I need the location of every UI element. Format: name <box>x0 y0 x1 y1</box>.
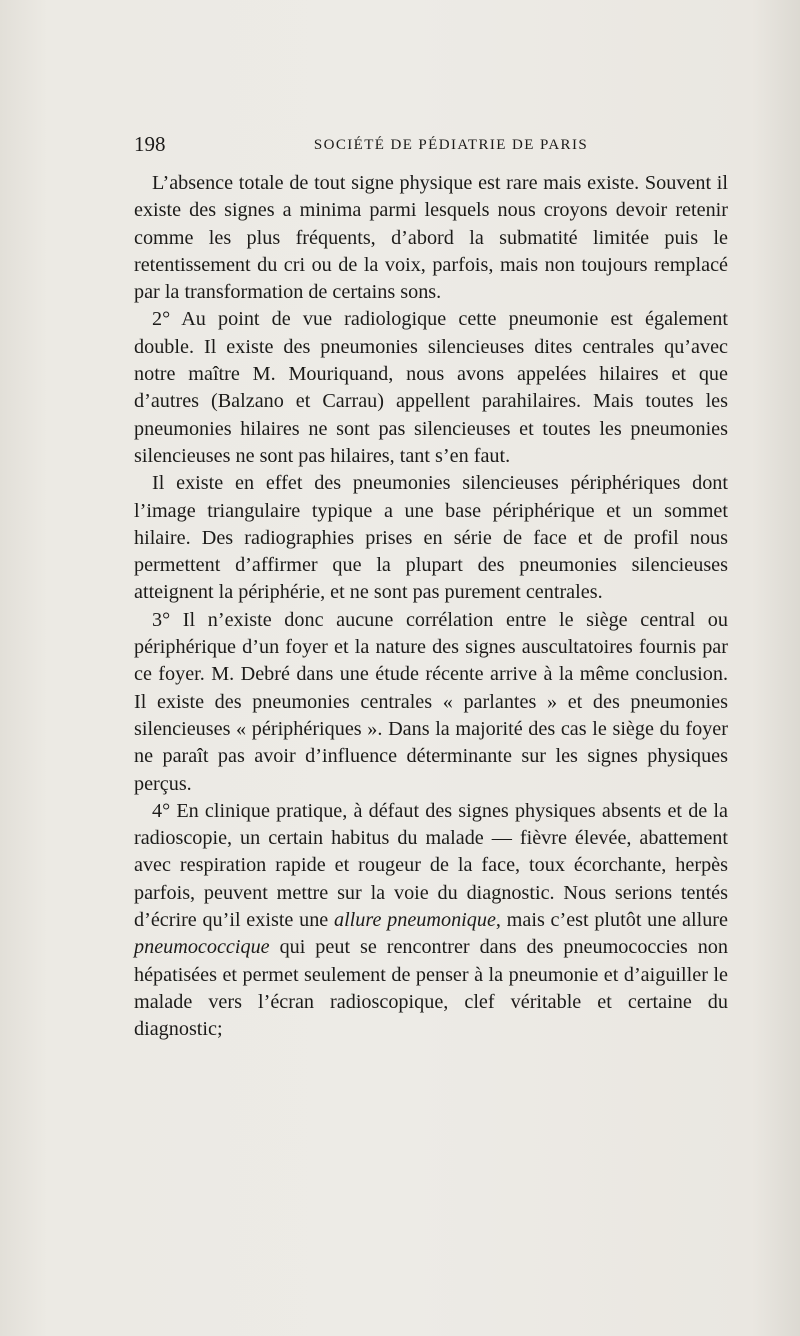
body-text <box>134 170 728 1044</box>
paragraph-clinical-practice <box>134 798 728 1044</box>
clinical-text-middle: , mais c’est plutôt une allure <box>495 909 728 932</box>
paragraph-peripheral: Il existe en effet des pneumonies silencieuses périphériques dont l’image triangulaire typique a une base périphérique et un sommet hilaire. Des radiographies prises en série de face et de profil nous permettent d’affirmer que la plupart des pneumonies silencieuses atteignent la périphérie, et ne sont pas purement centrales. <box>134 472 728 604</box>
paragraph-radiological: 2° Au point de vue radiologique cette pneumonie est également double. Il existe des pneumonies silencieuses dites centrales qu’avec notre maître M. Mouriquand, nous avons appelées hilaires et que d’autres (Balzano et Carrau) appellent parahilaires. Mais toutes les pneumonies hilaires ne sont pas silencieuses et toutes les pneumonies silencieuses ne sont pas hilaires, tant s’en faut. <box>134 308 728 467</box>
running-head <box>134 128 728 160</box>
paragraph-physical-signs: L’absence totale de tout signe physique est rare mais existe. Souvent il existe des signes a minima parmi lesquels nous croyons devoir retenir comme les plus fréquents, d’abord la submatité limitée puis le retentissement du cri ou de la voix, parfois, mais non toujours remplacé par la transformation de certains sons. <box>134 172 728 304</box>
running-title: SOCIÉTÉ DE PÉDIATRIE DE PARIS <box>313 137 589 153</box>
pneumococcique-italic: pneumococcique <box>134 936 270 959</box>
paragraph-correlation: 3° Il n’existe donc aucune corrélation entre le siège central ou périphérique d’un foyer et la nature des signes auscultatoires fournis par ce foyer. M. Debré dans une étude récente arrive à la même conclusion. Il existe des pneumonies centrales « parlantes » et des pneumonies silencieuses « périphériques ». Dans la majorité des cas le siège du foyer ne paraît pas avoir d’influence déterminante sur les signes physiques perçus. <box>134 608 728 795</box>
page-number: 198 <box>134 132 166 156</box>
clinical-text-before: 4° En clinique pratique, à défaut des signes physiques absents et de la radioscopie, un certain habitus du malade — fièvre élevée, abattement avec respiration rapide et rougeur de la face, toux écorchante, herpès parfois, peuvent mettre sur la voie du diagnostic. Nous serions tentés d’écrire qu’il existe une <box>134 799 728 932</box>
clinical-text-after: qui peut se rencontrer dans des pneumococcies non hépatisées et permet seulement de penser à la pneumonie et d’aiguiller le malade vers l’écran radioscopique, clef véritable et certaine du diagnostic; <box>134 936 728 1041</box>
allure-pneumonique-italic: allure pneumonique <box>333 909 496 932</box>
